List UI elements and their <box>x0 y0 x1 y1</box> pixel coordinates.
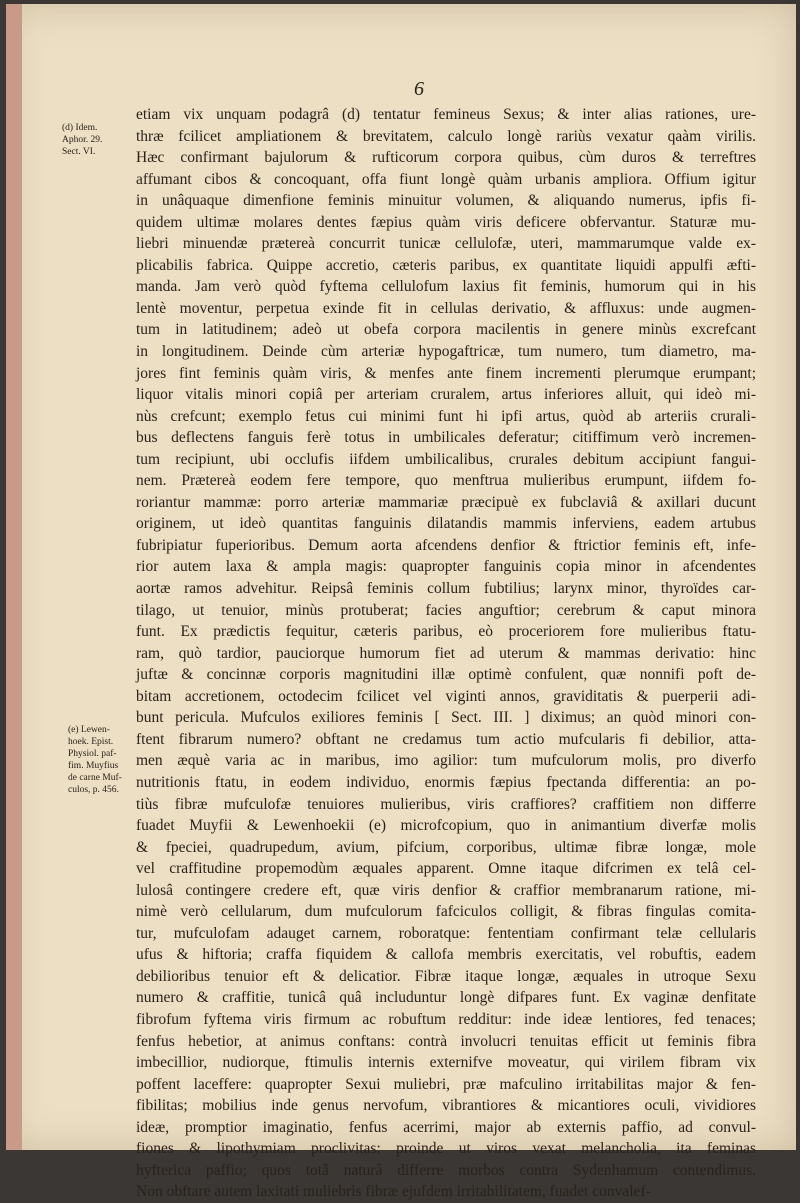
text-line: ufus & hiftoria; craffa fiquidem & callofa membris exercitatis, vel robuftis, eadem <box>136 946 756 964</box>
text-line: juftæ & concinnæ corporis magnitudini illæ optimè confulent, quæ nonnifi poft de- <box>136 666 756 684</box>
text-line: aortæ ramos advehitur. Reipsâ feminis collum fubtilius; larynx minor, thyroïdes car- <box>136 580 756 598</box>
side-note-d: (d) Idem. Aphor. 29. Sect. VI. <box>62 123 103 157</box>
text-line: rior autem laxa & ampla magis: quapropter fanguinis copia minor in afcendentes <box>136 558 756 576</box>
text-line: in unâquaque dimenfione feminis minuitur volumen, & aliquando numerus, ipfis fi- <box>136 192 756 210</box>
text-line: imbecillior, nudiorque, ftimulis internis externifve moveatur, qui virilem fibram vix <box>136 1054 756 1072</box>
text-line: debilioribus tenuior eft & delicatior. Fibræ itaque longæ, æquales in utroque Sexu <box>136 967 756 985</box>
text-line: fibrofum fyftema viris firmum ac robuftum redditur: inde ideæ lentiores, fed tenaces; <box>136 1010 756 1028</box>
text-line: plicabilis fabrica. Quippe accretio, cæteris paribus, ex quantitate liquidi appulfi æfti- <box>136 256 756 274</box>
text-line: fuadet Muyfii & Lewenhoekii (e) microfcopium, quo in animantium diverfæ molis <box>136 817 756 835</box>
text-line: tum in latitudinem; adeò ut obefa corpora macilentis in genere minùs excrefcant <box>136 321 756 339</box>
text-line: quidem ultimæ molares dentes fæpius quàm viris deficere obfervantur. Staturæ mu- <box>136 213 756 231</box>
text-line: tiùs fibræ mufculofæ tenuiores mulieribus, viris craffiores? craffitiem non differre <box>136 795 756 813</box>
text-line: & fpeciei, quadrupedum, avium, pifcium, corporibus, ultimæ fibræ longæ, mole <box>136 838 756 856</box>
text-line: bus deflectens fanguis ferè totus in umbilicales deferatur; citiffimum verò incremen- <box>136 429 756 447</box>
text-line: lulosâ contingere credere eft, quæ viris denfior & craffior membranarum ratione, mi- <box>136 881 756 899</box>
text-line: hyfterica paffio; quos totâ naturâ differre morbos contra Sydenhamum contendimus. <box>136 1161 756 1179</box>
text-line: tum recipiunt, ubi occlufis iifdem umbilicalibus, crurales debitum accipiunt fangui- <box>136 450 756 468</box>
side-note-e: (e) Lewen- hoek. Epist. Physiol. paf- fim. Muyfius de carne Muf- culos, p. 456. <box>68 725 122 795</box>
text-line: lentè moventur, perpetua exinde fit in cellulas derivatio, & affluxus: unde augmen- <box>136 299 756 317</box>
page-edge <box>6 4 22 1150</box>
text-line: etiam vix unquam podagrâ (d) tentatur femineus Sexus; & inter alias rationes, ure- <box>136 106 756 123</box>
text-line: fubripiatur fuperioribus. Demum aorta afcendens denfior & ftrictior feminis eft, infe- <box>136 536 756 554</box>
text-line: fibilitas; mobilius inde genus nervofum, vibrantiores & micantiores oculi, vividiores <box>136 1097 756 1115</box>
text-line: bitam accretionem, octodecim fcilicet vel viginti annos, graviditatis & puerperii adi- <box>136 687 756 705</box>
text-line: Hæc confirmant bajulorum & rufticorum corpora quibus, cùm duros & terreftres <box>136 149 756 167</box>
text-line: liebri minuendæ prætereà concurrit tunicæ cellulofæ, uteri, mammarumque valde ex- <box>136 235 756 253</box>
text-line: fenfus hebetior, at animus conftans: contrà involucri tenuitas efficit ut feminis fibra <box>136 1032 756 1050</box>
text-line: nimè verò cellularum, dum mufculorum fafciculos colligit, & fibras fingulas comita- <box>136 903 756 921</box>
text-line: vel craffitudine propemodùm æquales apparent. Omne itaque difcrimen ex telâ cel- <box>136 860 756 878</box>
text-line: tur, mufculofam adauget carnem, roboratque: fententiam confirmant telæ cellularis <box>136 924 756 942</box>
text-line: ram, quò tardior, pauciorque humorum fiet ad uterum & mammas derivatio: hinc <box>136 644 756 662</box>
text-line: roriantur mammæ: porro arteriæ mammariæ præcipuè ex fubclaviâ & axillari ducunt <box>136 493 756 511</box>
text-line: ftent fibrarum numero? obftant ne credamus tum actio mufcularis fi debilior, atta- <box>136 730 756 748</box>
text-line: originem, ut ideò quantitas fanguinis dilatandis mammis inferviens, eadem artubus <box>136 515 756 533</box>
text-line: in longitudinem. Deinde cùm arteriæ hypogaftricæ, tum numero, tum diametro, ma- <box>136 343 756 361</box>
text-line: thræ fcilicet ampliationem & brevitatem, calculo longè rariùs vexatur qaàm virilis. <box>136 127 756 145</box>
text-line: poffent laceffere: quapropter Sexui muliebri, præ mafculino irritabilitas major & fen- <box>136 1075 756 1093</box>
text-line: nutritionis ftatu, in eodem individuo, enormis fæpius fpectanda differentia: an po- <box>136 773 756 791</box>
text-line: manda. Jam verò quòd fyftema cellulofum laxius fit feminis, humorum qui in his <box>136 278 756 296</box>
text-line: ideæ, promptior imaginatio, fenfus acerrimi, major ab externis paffio, ad convul- <box>136 1118 756 1136</box>
text-line: jores fint feminis quàm viris, & menfes ante finem incrementi plerumque erumpant; <box>136 364 756 382</box>
page-number: 6 <box>414 78 424 100</box>
text-line: numero & craffitie, tunicâ quâ includuntur longè difpares funt. Ex vaginæ denfitate <box>136 989 756 1007</box>
main-text-block <box>136 104 756 1203</box>
text-line: tilago, ut tenuior, minùs protuberat; facies anguftior; cerebrum & caput minora <box>136 601 756 619</box>
text-line: Non obftare autem laxitati muliebris fibræ ejufdem irritabilitatem, fuadet convalef- <box>136 1183 651 1201</box>
text-line: men æquè varia ac in maribus, imo agilior: tum mufculorum molis, pro diverfo <box>136 752 756 770</box>
text-line: fiones & lipothymiam proclivitas: proinde ut viros vexat melancholia, ita feminas <box>136 1140 756 1158</box>
text-line: nùs crefcunt; exemplo fetus cui minimi funt hi ipfi artus, quòd ab arteriis crurali- <box>136 407 756 425</box>
text-line: funt. Ex prædictis fequitur, cæteris paribus, eò proceriorem fore mulieribus ftatu- <box>136 623 756 641</box>
text-line: bunt pericula. Mufculos exiliores feminis [ Sect. III. ] diximus; an quòd minori con- <box>136 709 756 727</box>
text-line: affumant cibos & concoquant, offa fiunt longè quàm urbanis ampliora. Offium igitur <box>136 170 756 188</box>
text-line: liquor vitalis minori copiâ per arteriam cruralem, artus inferiores alluit, qui ideò mi- <box>136 386 756 404</box>
text-line: nem. Prætereà eodem fere tempore, quo menftrua mulieribus erumpunt, iifdem fo- <box>136 472 756 490</box>
book-page <box>6 4 796 1201</box>
